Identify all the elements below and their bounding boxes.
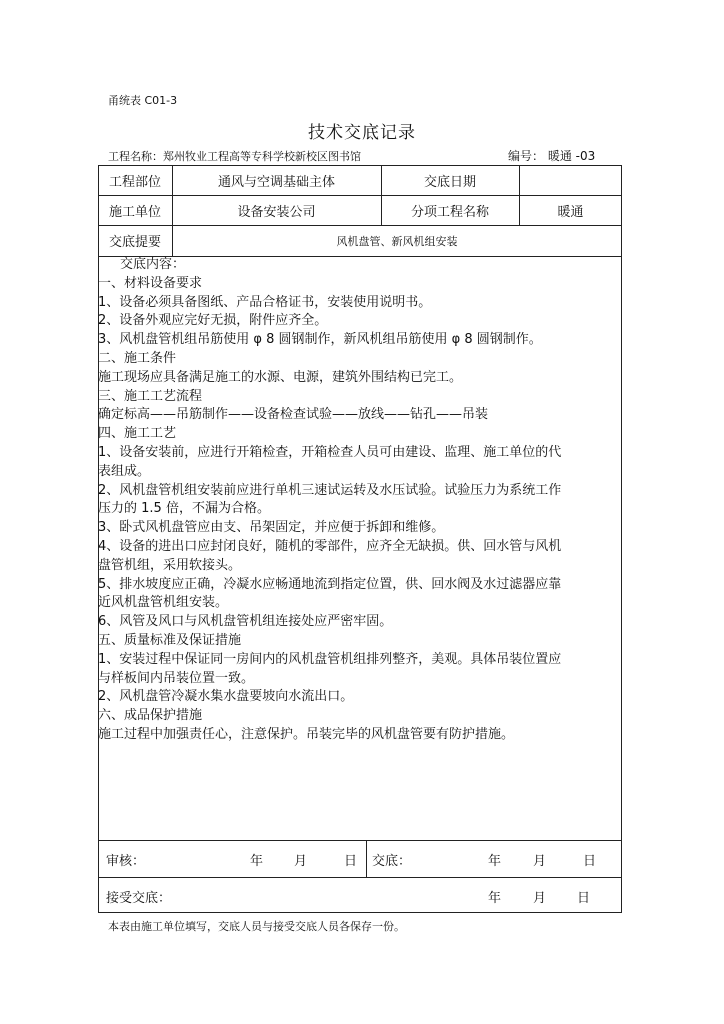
review-year: 年 [250, 854, 264, 869]
content-line: 与样板间内吊装位置一致。 [98, 670, 255, 686]
summary-label: 交底提要 [108, 235, 161, 250]
content-line: 盘管机组，采用软接头。 [98, 557, 242, 573]
content-line: 确定标高——吊筋制作——设备检查试验——放线——钻孔——吊装 [98, 407, 489, 423]
content-line: 五、质量标准及保证措施 [98, 632, 242, 648]
content-line: 表组成。 [98, 463, 151, 479]
content-line: 2、风机盘管机组安装前应进行单机三速试运转及水压试验。试验压力为系统工作 [98, 482, 562, 498]
handover-day: 日 [583, 854, 597, 869]
part-label: 工程部位 [108, 174, 161, 190]
content-line: 交底内容： [120, 257, 186, 272]
content-line: 施工过程中加强责任心，注意保护。吊装完毕的风机盘管要有防护措施。 [98, 726, 515, 742]
review-label: 审核： [106, 854, 146, 869]
content-line: 2、设备外观应完好无损，附件应齐全。 [98, 313, 328, 329]
subitem-label: 分项工程名称 [410, 204, 489, 220]
content-line: 1、安装过程中保证同一房间内的风机盘管机组排列整齐，美观。具体吊装位置应 [98, 651, 562, 667]
receive-day: 日 [577, 891, 591, 906]
receive-year: 年 [488, 891, 502, 906]
table-divider [366, 840, 367, 877]
content-line: 三、施工工艺流程 [98, 388, 203, 404]
receive-month: 月 [533, 891, 547, 906]
handover-content [98, 256, 618, 745]
content-line: 4、设备的进出口应封闭良好，随机的零部件，应齐全无缺损。供、回水管与风机 [98, 538, 562, 554]
form-code: 甬统表 C01-3 [108, 94, 178, 107]
content-line: 施工现场应具备满足施工的水源、电源，建筑外围结构已完工。 [98, 369, 463, 385]
content-line: 压力的 1.5 倍，不漏为合格。 [98, 501, 270, 517]
footer-note: 本表由施工单位填写，交底人员与接受交底人员各保存一份。 [108, 920, 405, 933]
handover-label: 交底： [372, 854, 412, 869]
table-divider [98, 877, 622, 878]
unit-value: 设备安装公司 [237, 204, 316, 220]
review-month: 月 [294, 854, 308, 869]
project-name: 工程名称：郑州牧业工程高等专科学校新校区图书馆 [108, 150, 361, 163]
doc-number: 编号： 暖通 -03 [508, 149, 596, 163]
content-line: 1、设备必须具备图纸、产品合格证书，安装使用说明书。 [98, 294, 432, 310]
summary-value: 风机盘管、新风机组安装 [336, 234, 458, 248]
date-label: 交底日期 [423, 174, 476, 190]
content-line: 二、施工条件 [98, 350, 177, 366]
handover-month: 月 [533, 854, 547, 869]
content-line: 1、设备安装前，应进行开箱检查，开箱检查人员可由建设、监理、施工单位的代 [98, 444, 562, 460]
receive-label: 接受交底： [106, 891, 172, 906]
page-title: 技术交底记录 [308, 123, 416, 143]
content-line: 3、风机盘管机组吊筋使用 φ 8 圆钢制作，新风机组吊筋使用 φ 8 圆钢制作。 [98, 332, 542, 348]
content-line: 六、成品保护措施 [98, 708, 203, 724]
content-line: 3、卧式风机盘管应由支、吊架固定，并应便于拆卸和维修。 [98, 520, 445, 536]
content-line: 5、排水坡度应正确，冷凝水应畅通地流到指定位置，供、回水阀及水过滤器应靠 [98, 576, 562, 592]
content-line: 一、材料设备要求 [98, 275, 203, 291]
content-line: 近风机盘管机组安装。 [98, 595, 229, 611]
review-day: 日 [344, 854, 358, 869]
date-value [519, 165, 622, 195]
content-line: 四、施工工艺 [98, 426, 177, 442]
unit-label: 施工单位 [108, 204, 161, 220]
subitem-value: 暖通 [557, 204, 584, 220]
table-divider [98, 840, 622, 841]
part-value: 通风与空调基础主体 [217, 174, 335, 190]
handover-year: 年 [488, 854, 502, 869]
content-line: 6、风管及风口与风机盘管机组连接处应严密牢固。 [98, 614, 393, 630]
content-line: 2、风机盘管冷凝水集水盘要坡向水流出口。 [98, 689, 354, 705]
